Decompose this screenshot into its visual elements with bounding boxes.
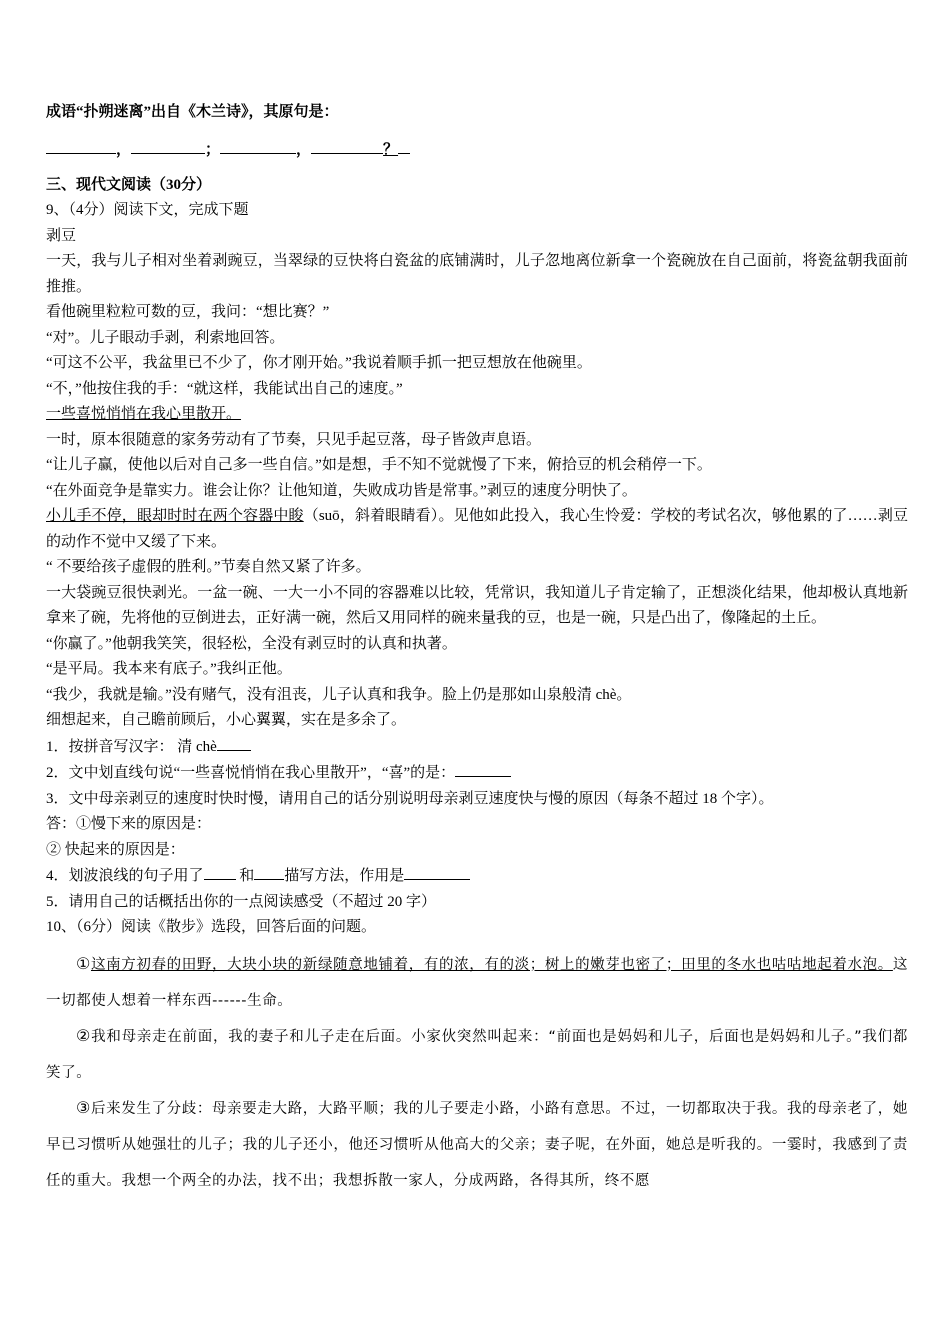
answer-blank[interactable] xyxy=(220,136,296,154)
sub-question-5: 5．请用自己的话概括出你的一点阅读感受（不超过 20 字） xyxy=(46,893,437,910)
excerpt-paragraph-3 xyxy=(46,1091,908,1199)
paragraph-number: ③ xyxy=(76,1099,91,1117)
story-paragraph: 一大袋豌豆很快剥光。一盆一碗、一大一小不同的容器难以比较，凭常识，我知道儿子肯定输了，正想淡化结果，他却极认真地新拿来了碗，先将他的豆倒进去，正好满一碗，然后又用同样的碗来量我的豆，也是一碗，只是凸出了，像隆起的土丘。 xyxy=(46,584,908,626)
answer-blank[interactable] xyxy=(204,863,236,880)
punct: ， xyxy=(116,141,132,158)
story-paragraph: 看他碗里粒粒可数的豆，我问：“想比赛？” xyxy=(46,304,330,320)
paragraph-number: ① xyxy=(76,955,91,973)
sub-question-3: 3．文中母亲剥豆的速度时快时慢，请用自己的话分别说明母亲剥豆速度快与慢的原因（每条不超过 18 个字）。 xyxy=(46,790,774,807)
story-title: 剥豆 xyxy=(46,227,77,244)
excerpt-text: 后来发生了分歧：母亲要走大路，大路平顺；我的儿子要走小路，小路有意思。不过，一切都取决于我。我的母亲老了，她早已习惯听从她强壮的儿子；我的儿子还小，他还习惯听从他高大的父亲；妻子呢，在外面，她总是听我的。一霎时，我感到了责任的重大。我想一个两全的办法，找不出；我想拆散一家人，分成两路，各得其所，终不愿 xyxy=(46,1100,908,1189)
story-paragraph: 一天，我与儿子相对坐着剥豌豆，当翠绿的豆快将白瓷盆的底铺满时，儿子忽地离位新拿一个瓷碗放在自己面前，将瓷盆朝我面前推推。 xyxy=(46,253,908,295)
underlined-sentence: 一些喜悦悄悄在我心里散开。 xyxy=(46,406,242,422)
excerpt-text: 这一切都使人想着一样东西------生命。 xyxy=(46,956,908,1009)
answer-blank[interactable] xyxy=(404,863,470,880)
story-paragraph: “可这不公平，我盆里已不少了，你才刚开始。”我说着顺手抓一把豆想放在他碗里。 xyxy=(46,355,592,371)
story-paragraph: “在外面竞争是靠实力。谁会让你？让他知道，失败成功皆是常事。”剥豆的速度分明快了。 xyxy=(46,482,637,499)
story-paragraph: “不，”他按住我的手：“就这样，我能试出自己的速度。” xyxy=(46,380,403,397)
answer-blank[interactable] xyxy=(254,863,284,880)
answer-blank[interactable] xyxy=(398,136,410,154)
question-header: 10、（6分）阅读《散步》选段，回答后面的问题。 xyxy=(46,919,377,935)
sub-question-text: 描写方法，作用是 xyxy=(284,868,405,884)
punct: ， xyxy=(296,141,312,158)
story-paragraph: “让儿子赢，使他以后对自己多一些自信。”如是想，手不知不觉就慢了下来，俯拾豆的机会稍停一下。 xyxy=(46,457,712,473)
question-header: 9、（4分）阅读下文，完成下题 xyxy=(46,202,249,218)
sub-question-2 xyxy=(46,760,908,787)
story-paragraph: “对”。儿子眼动手剥，利索地回答。 xyxy=(46,329,285,346)
excerpt-paragraph-1 xyxy=(46,947,908,1019)
document-page xyxy=(46,100,908,1199)
story-paragraph: 一时，原本很随意的家务劳动有了节奏，只见手起豆落，母子皆敛声息语。 xyxy=(46,431,542,448)
story-paragraph: “是平局。我本来有底子。”我纠正他。 xyxy=(46,661,292,677)
excerpt-text: 我和母亲走在前面，我的妻子和儿子走在后面。小家伙突然叫起来：“前面也是妈妈和儿子，后面也是妈妈和儿子。”我们都笑了。 xyxy=(46,1028,908,1081)
story-paragraph: 细想起来，自己瞻前顾后，小心翼翼，实在是多余了。 xyxy=(46,712,407,728)
excerpt-paragraph-2 xyxy=(46,1019,908,1091)
punct: ； xyxy=(205,141,221,158)
idiom-answer-blanks xyxy=(46,136,908,159)
sub-question-text: 和 xyxy=(235,868,255,884)
sub-question-text: 2．文中划直线句说“一些喜悦悄悄在我心里散开”，“喜”的是： xyxy=(46,765,456,781)
story-paragraph-wavy xyxy=(46,504,908,555)
story-paragraph: “你赢了。”他朝我笑笑，很轻松，全没有剥豆时的认真和执著。 xyxy=(46,635,457,652)
answer-blank[interactable] xyxy=(131,136,205,154)
answer-blank[interactable] xyxy=(217,734,251,751)
sub-question-4 xyxy=(46,863,908,890)
sub-question-3a: 答：①慢下来的原因是： xyxy=(46,816,212,832)
answer-blank[interactable] xyxy=(455,760,511,777)
sub-question-1 xyxy=(46,734,908,761)
answer-blank[interactable] xyxy=(46,136,116,154)
paragraph-number: ② xyxy=(76,1027,92,1045)
section-title: 三、现代文阅读（30分） xyxy=(46,176,212,193)
idiom-question: 成语“扑朔迷离”出自《木兰诗》，其原句是： xyxy=(46,104,339,120)
sub-question-text: 4．划波浪线的句子用了 xyxy=(46,868,204,884)
wavy-paragraph-rest: （suō，斜着眼睛看）。见他如此投入，我心生怜爱：学校的考试名次，够他累的了……剥豆的动作不觉中又缓了下来。 xyxy=(46,508,908,550)
question-mark: ？ xyxy=(383,141,399,158)
sub-question-text: 1．按拼音写汉字： 清 chè xyxy=(46,738,217,755)
sub-question-3b: ② 快起来的原因是： xyxy=(46,841,185,858)
story-paragraph: “我少，我就是输。”没有赌气，没有沮丧，儿子认真和我争。脸上仍是那如山泉般清 chè。 xyxy=(46,686,632,703)
answer-blank[interactable] xyxy=(311,136,383,154)
wavy-sentence: 小儿手不停，眼却时时在两个容器中睃 xyxy=(46,508,304,524)
story-paragraph: “ 不要给孩子虚假的胜利。”节奏自然又紧了许多。 xyxy=(46,559,371,575)
underlined-excerpt: 这南方初春的田野，大块小块的新绿随意地铺着，有的浓，有的淡；树上的嫩芽也密了；田里的冬水也咕咕地起着水泡。 xyxy=(90,956,893,973)
underlined-sentence-line xyxy=(46,402,908,428)
